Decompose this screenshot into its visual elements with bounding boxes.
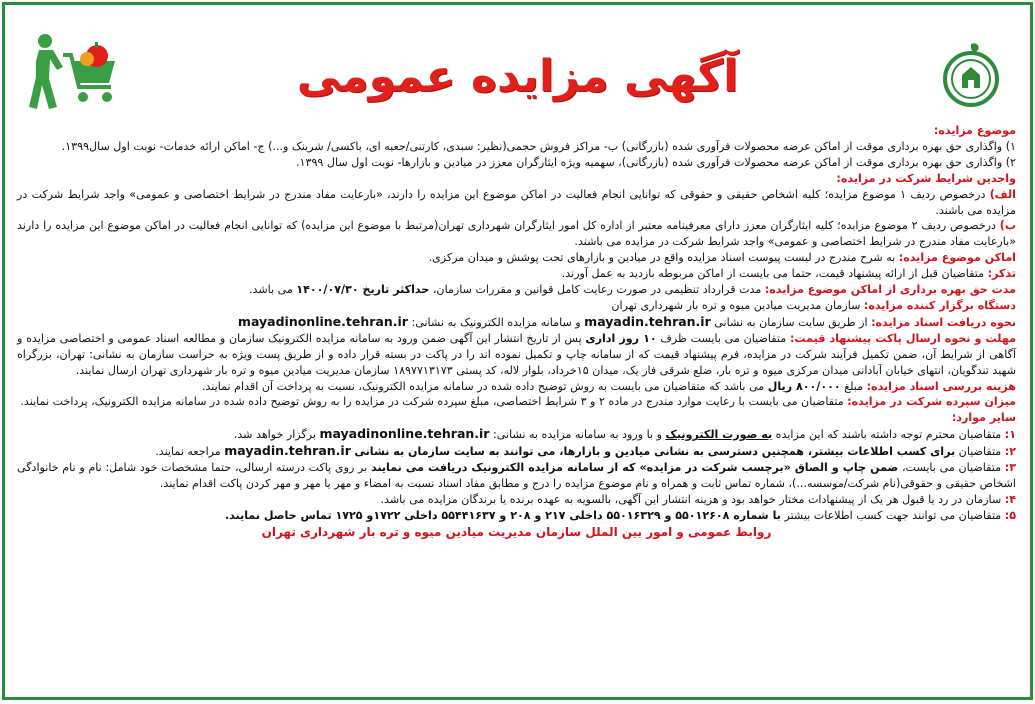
subject-heading: موضوع مزایده:: [933, 124, 1016, 137]
other-item-4: ۴: سازمان در رد یا قبول هر یک از پیشنهادات مختار خواهد بود و هزینه انتشار این آگهی، بالسویه به عهده برنده یا برندگان مزایده می باشد.: [380, 492, 1016, 506]
notice-header: [5, 5, 1030, 123]
documents-paragraph: نحوه دریافت اسناد مزایده: از طریق سایت سازمان به نشانی mayadin.tehran.ir و سامانه مزایده الکترونیک به نشانی: mayadinonline.tehran.ir: [237, 313, 1016, 329]
shopping-cart-person-icon: [23, 31, 119, 113]
deadline-paragraph: مهلت و نحوه ارسال پاکت پیشنهاد قیمت: متقاضیان می بایست ظرف ۱۰ روز اداری پس از تاریخ انتشار این آگهی ضمن ورود به سامانه مزایده الکترونیک سازمان و مطالعه اسناد عمومی و اختصاصی مزایده و آگاهی از شرایط آن، ضمن تکمیل فرآیند شرکت در مزایده، فرم پیشنهاد قیمت که از سامانه چاپ و تکمیل نموده اند را در پاکت در بسته قرار داده و از طریق پست ویژه به حراست سازمان به نشانی: تهران، بزرگراه شهید تندگویان، انتهای خیابان آبادانی میدان مرکزی میوه و تره بار، ضلع شرقی فاز یک، میدان ۱۵خرداد، بلوار لاله، کد پستی ۱۸۹۷۷۱۳۱۷۳ سازمان مدیریت میادین میوه و تره بار شهرداری تهران ارسال نمایند.: [17, 331, 1016, 377]
notice-title: آگهی مزایده عمومی: [296, 51, 739, 102]
subject-item-1: ۱) واگذاری حق بهره برداری موقت از اماکن عرضه محصولات فرآوری شده (بازرگانی) ب- مراکز فروش حجمی(نظیر: سبدی، کارتنی/جعبه ای، باکسی/ شرینک و...) ج- اماکن ارائه خدمات- نوبت اول سال۱۳۹۹.: [61, 139, 1016, 153]
term-paragraph: مدت حق بهره برداری از اماکن موضوع مزایده: مدت قرارداد تنظیمی در صورت رعایت کامل قوانین و مقررات سازمان، حداکثر تاریخ ۱۴۰۰/۰۷/۳۰ می باشد.: [248, 283, 1016, 297]
other-item-3: ۳: متقاضیان می بایست، ضمن چاپ و الصاق «برچسب شرکت در مزایده» که از سامانه مزایده الکترونیک دریافت می نمایند بر روی پاکت درسته ارسالی، حتما مشخصات خود شامل: نام و نام خانوادگی اشخاص حقیقی و حقوقی(نام شرکت/موسسه...)، شماره تماس ثابت و همراه و نام موضوع مزایده را درج و مطابق مفاد اسناد نسبت به امضاء و مهر یا مهر و مهر کردن پاکت اقدام نمایند.: [17, 461, 1016, 490]
organizer-paragraph: دستگاه برگزار کننده مزایده: سازمان مدیریت میادین میوه و تره بار شهرداری تهران: [611, 298, 1016, 312]
places-paragraph: اماکن موضوع مزایده: به شرح مندرج در لیست پیوست اسناد مزایده واقع در میادین و بازارهای تحت پوشش و میدان مرکزی.: [428, 251, 1016, 265]
documents-site-link[interactable]: mayadin.tehran.ir: [584, 313, 711, 329]
other-item-1: ۱: متقاضیان محترم توجه داشته باشند که این مزایده به صورت الکترونیک و با ورود به سامانه مزایده به نشانی: mayadinonline.tehran.ir برگزار خواهد شد.: [233, 426, 1016, 442]
other-heading: سایر موارد:: [951, 411, 1016, 425]
deposit-paragraph: میزان سپرده شرکت در مزایده: متقاضیان می بایست با رعایت موارد مندرج در ماده ۲ و ۳ شرایط اختصاصی، مبلغ سپرده شرکت در مزایده را به روش توضیح داده شده در سامانه مزایده الکترونیک، پرداخت نمایند.: [20, 395, 1016, 409]
subject-item-2: ۲) واگذاری حق بهره برداری موقت از اماکن عرضه محصولات فرآوری شده (بازرگانی)، سهمیه ویژه ایثارگران معزز در میادین و بازارها- نوبت اول سال ۱۳۹۹.: [296, 155, 1016, 169]
notice-body: [17, 123, 1016, 541]
auction-notice: [2, 2, 1033, 700]
other-item-2-link[interactable]: mayadin.tehran.ir: [224, 443, 351, 459]
other-item-1-link[interactable]: mayadinonline.tehran.ir: [319, 426, 490, 442]
notice-footer: روابط عمومی و امور بین الملل سازمان مدیریت میادین میوه و تره بار شهرداری تهران: [261, 524, 772, 539]
conditions-heading: واجدین شرایط شرکت در مزایده:: [836, 171, 1016, 185]
condition-alef: الف) درخصوص ردیف ۱ موضوع مزایده؛ کلیه اشخاص حقیقی و حقوقی که توانایی انجام فعالیت در اماکن موضوع این مزایده را دارند، «بارعایت مفاد مندرج در شرایط اختصاصی و عمومی» واجد شرایط شرکت در مزایده می باشند.: [17, 187, 1016, 217]
fee-paragraph: هزینه بررسی اسناد مزایده: مبلغ ۸۰۰/۰۰۰ ریال می باشد که متقاضیان می بایست به روش توضیح داده شده در سامانه مزایده الکترونیک، نسبت به پرداخت آن اقدام نمایند.: [201, 379, 1016, 393]
other-item-2: ۲: متقاضیان برای کسب اطلاعات بیشتر، همچنین دسترسی به نشانی میادین و بازارها، می توانند به سایت سازمان به نشانی mayadin.tehran.ir مراجعه نمایند.: [155, 443, 1016, 459]
other-item-5: ۵: متقاضیان می توانند جهت کسب اطلاعات بیشتر با شماره ۵۵۰۱۲۶۰۸ و ۵۵۰۱۶۳۲۹ داخلی ۲۱۷ و ۲۰۸ و ۵۵۴۴۱۶۳۷ داخلی ۱۷۲۲و ۱۷۲۵ تماس حاصل نمایند.: [224, 508, 1016, 522]
condition-be: ب) درخصوص ردیف ۲ موضوع مزایده؛ کلیه ایثارگران معزز دارای معرفینامه معتبر از اداره کل امور ایثارگران شهرداری تهران(مرتبط با موضوع این مزایده) که توانایی انجام فعالیت در اماکن موضوع این مزایده را دارند «بارعایت مفاد مندرج در شرایط اختصاصی و عمومی» واجد شرایط شرکت در مزایده می باشند.: [17, 219, 1016, 249]
note-paragraph: تذکر: متقاضیان قبل از ارائه پیشنهاد قیمت، حتما می بایست از اماکن مربوطه بازدید به عمل آورند.: [561, 267, 1016, 281]
documents-portal-link[interactable]: mayadinonline.tehran.ir: [237, 313, 408, 329]
